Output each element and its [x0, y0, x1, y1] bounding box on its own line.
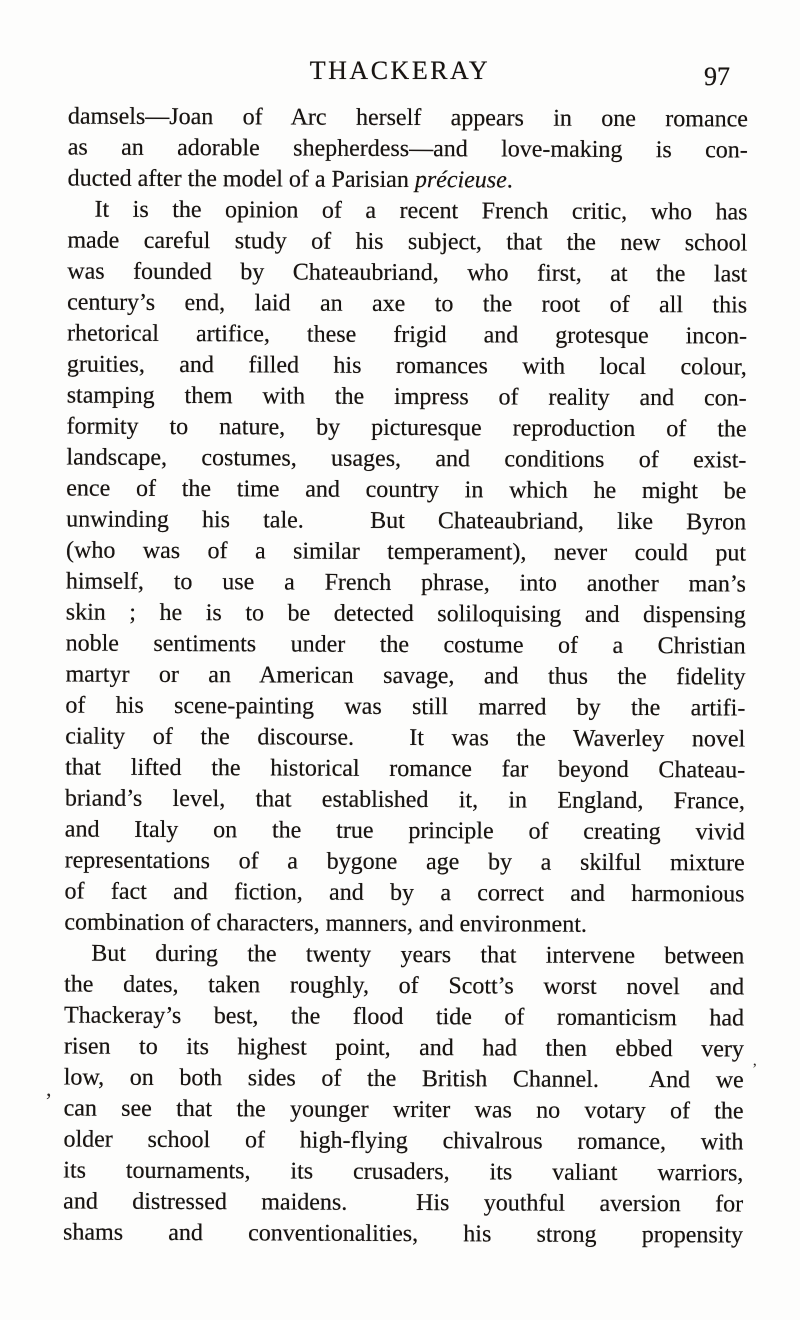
text-segment: the dates, taken roughly, of Scott’s worst novel and — [64, 971, 745, 1001]
text-line — [64, 1063, 744, 1097]
text-segment: shams and conventionalities, his strong propensity — [63, 1219, 744, 1249]
text-segment: (who was of a similar temperament), never could put — [65, 537, 747, 567]
text-line — [64, 1032, 744, 1066]
text-line — [64, 1001, 744, 1035]
paragraph — [63, 939, 744, 1252]
text-segment: noble sentiments under the costume of a Christian — [65, 630, 746, 660]
text-segment: combination of characters, manners, and environment. — [64, 909, 587, 938]
text-line — [64, 970, 744, 1004]
text-segment: made careful study of his subject, that the new school — [67, 227, 748, 257]
text-segment: It is the opinion of a recent French critic, who has — [94, 196, 748, 226]
text-segment: of fact and fiction, and by a correct and harmonious — [64, 878, 745, 908]
text-segment: was founded by Chateaubriand, who first, at the last — [67, 258, 748, 288]
text-line — [64, 939, 744, 973]
text-line — [66, 598, 746, 632]
text-line — [68, 102, 748, 136]
text-segment: skin ; he is to be detected soliloquising and dispensing — [65, 599, 746, 629]
text-segment: of his scene-painting was still marred by the artifi- — [65, 692, 746, 722]
text-segment: and Italy on the true principle of creating vivid — [64, 816, 745, 846]
text-segment: . — [506, 167, 513, 194]
text-segment: rhetorical artifice, these frigid and grotesque incon- — [66, 320, 748, 350]
text-segment: ducted after the model of a Parisian — [67, 165, 415, 194]
text-segment: gruities, and filled his romances with local colour, — [66, 351, 747, 381]
text-line — [66, 567, 746, 601]
text-segment: formity to nature, by picturesque reproduction of the — [66, 413, 747, 443]
text-line — [67, 319, 747, 353]
text-line — [66, 536, 746, 570]
text-line — [68, 164, 748, 198]
text-segment: briand’s level, that established it, in England, France, — [64, 785, 746, 815]
text-line — [63, 1125, 743, 1159]
text-segment: ciality of the discourse. It was the Waverley novel — [65, 723, 746, 753]
text-line — [67, 288, 747, 322]
text-line — [65, 722, 745, 756]
text-line — [67, 195, 747, 229]
text-segment: unwinding his tale. But Chateaubriand, like Byron — [66, 506, 747, 536]
paragraph — [68, 102, 748, 198]
text-line — [67, 257, 747, 291]
text-line — [66, 443, 746, 477]
text-block — [63, 102, 748, 1252]
text-line — [63, 1156, 743, 1190]
text-segment: as an adorable shepherdess—and love-making is con- — [67, 134, 748, 164]
paragraph — [64, 195, 747, 942]
text-line — [67, 381, 747, 415]
running-title: THACKERAY — [309, 56, 491, 85]
text-line — [67, 350, 747, 384]
text-line — [65, 660, 745, 694]
text-line — [64, 1094, 744, 1128]
text-segment: stamping them with the impress of reality and con- — [66, 382, 747, 412]
text-line — [66, 629, 746, 663]
text-line — [65, 784, 745, 818]
text-segment: its tournaments, its crusaders, its valiant warriors, — [63, 1157, 744, 1187]
text-segment: himself, to use a French phrase, into another man’s — [65, 568, 746, 598]
scan-speck: , — [46, 1076, 52, 1101]
text-line — [66, 474, 746, 508]
text-segment: representations of a bygone age by a skilful mixture — [64, 847, 745, 877]
text-segment: can see that the younger writer was no votary of the — [63, 1095, 744, 1125]
text-segment: landscape, costumes, usages, and conditions of exist- — [66, 444, 747, 474]
text-segment: that lifted the historical romance far beyond Chateau- — [65, 754, 746, 784]
text-line — [67, 412, 747, 446]
text-line — [64, 877, 744, 911]
text-line — [66, 505, 746, 539]
text-segment: But during the twenty years that intervene between — [91, 940, 745, 970]
text-segment: Thackeray’s best, the flood tide of romanticism had — [63, 1002, 745, 1032]
text-line — [65, 753, 745, 787]
text-line — [63, 1187, 743, 1221]
text-segment: older school of high-flying chivalrous romance, with — [63, 1126, 744, 1156]
text-segment: martyr or an American savage, and thus the fidelity — [65, 661, 746, 691]
scan-speck: ’ — [752, 1061, 758, 1078]
text-segment: damsels—Joan of Arc herself appears in one romance — [67, 103, 748, 133]
text-line — [65, 846, 745, 880]
text-segment: and distressed maidens. His youthful aversion for — [63, 1188, 744, 1218]
page-number: 97 — [704, 62, 730, 91]
text-segment: ence of the time and country in which he might be — [66, 475, 747, 505]
page-header — [0, 56, 800, 90]
italic-text: précieuse — [414, 167, 507, 194]
text-line — [63, 1218, 743, 1252]
text-segment: risen to its highest point, and had then ebbed very — [63, 1033, 744, 1063]
text-line — [67, 226, 747, 260]
text-segment: low, on both sides of the British Channel. And we — [63, 1064, 744, 1094]
text-segment: century’s end, laid an axe to the root of all this — [67, 289, 748, 319]
text-line — [65, 815, 745, 849]
text-line — [68, 133, 748, 167]
text-line — [64, 908, 744, 942]
text-line — [65, 691, 745, 725]
